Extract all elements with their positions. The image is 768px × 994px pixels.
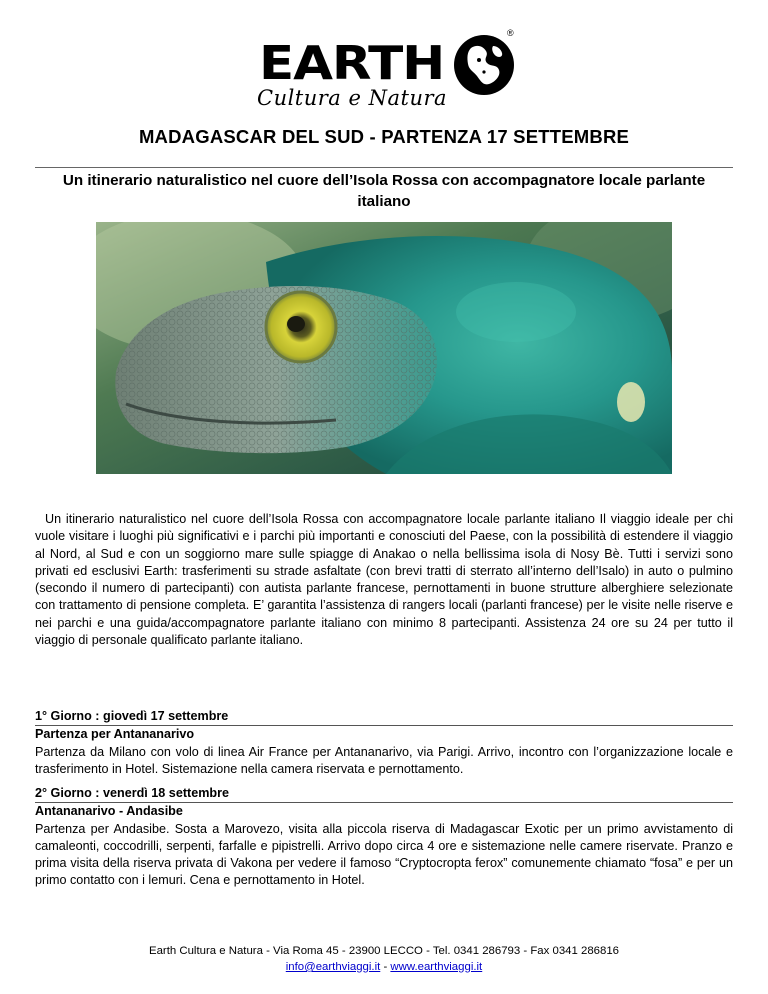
day-description: Partenza da Milano con volo di linea Air France per Antananarivo, via Parigi. Arrivo, incontro con l’organizzazione locale e trasferimento in Hotel. Sistemazione nella camera riservata e pernottamento. [35,744,733,776]
itinerary-day-2 [35,785,733,890]
email-link[interactable]: info@earthviaggi.it [285,961,381,973]
website-link[interactable]: www.earthviaggi.it [390,961,483,973]
footer-links [35,959,733,975]
day-heading: 2° Giorno : venerdì 18 settembre [35,785,733,803]
footer [35,943,733,975]
day-description: Partenza per Andasibe. Sosta a Marovezo, visita alla piccola riserva di Madagascar Exotic per un primo avvistamento di camaleonti, coccodrilli, serpenti, farfalle e pipistrelli. Arrivo dopo circa 4 ore e sistemazione nelle camere riservate. Pranzo e prima visita della riserva privata di Vakona per vedere il famoso “Cryptocropta ferox” comunemente chiamato “fosa” e per un primo contatto con i lemuri. Cena e pernottamento in Hotel. [35,821,733,888]
intro-paragraph: Un itinerario naturalistico nel cuore dell’Isola Rossa con accompagnatore locale parlante italiano Il viaggio ideale per chi vuole visitare i luoghi più significativi e i parchi più importanti e conosciuti del Paese, con la possibilità di estendere il viaggio al Nord, al Sud e con un soggiorno mare sulle spiagge di Anakao o nella bellissima isola di Nosy Bè. Tutti i servizi sono privati ed esclusivi Earth: trasferimenti su strade asfaltate (con brevi tratti di sterrato all’interno dell’Isalo) in auto o pulmino (secondo il numero di partecipanti) con autista parlante francese, pernottamenti in buone strutture alberghiere selezionate con trattamento di pensione completa. E’ garantita l’assistenza di rangers locali (parlanti francese) per le visite nelle riserve e nei parchi e una guida/accompagnatore parlante italiano con minimo 8 partecipanti. Assistenza 24 ore su 24 per tutto il viaggio di personale qualificato parlante italiano. [35,512,733,648]
itinerary-day-1 [35,708,733,778]
logo-wordmark: EARTH [259,36,445,90]
globe-icon [453,34,515,96]
registered-mark: ® [507,28,514,38]
link-separator: - [380,961,391,973]
page-subtitle: Un itinerario naturalistico nel cuore dell’Isola Rossa con accompagnatore locale parlante italiano [62,172,706,210]
day-heading: 1° Giorno : giovedì 17 settembre [35,708,733,726]
day-place: Antananarivo - Andasibe [35,804,183,819]
earth-logo [255,30,525,112]
title-divider [35,167,733,168]
day-place: Partenza per Antananarivo [35,727,195,742]
chameleon-photo [96,222,672,474]
logo-tagline: Cultura e Natura [257,86,448,110]
footer-address: Earth Cultura e Natura - Via Roma 45 - 23900 LECCO - Tel. 0341 286793 - Fax 0341 286816 [148,945,620,957]
page-title: MADAGASCAR DEL SUD - PARTENZA 17 SETTEMBRE [138,126,630,147]
